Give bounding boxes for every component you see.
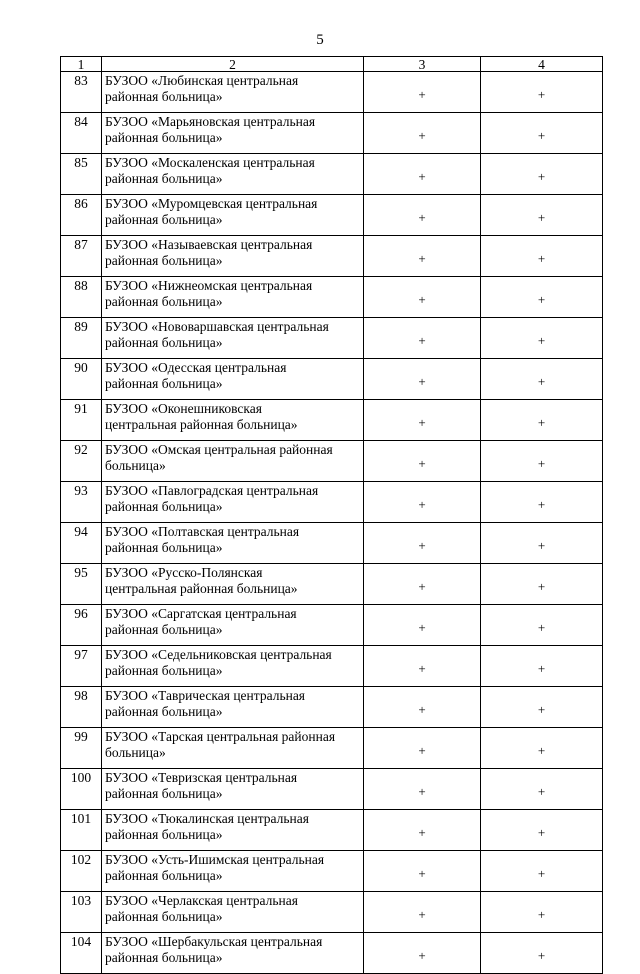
row-number: 84: [61, 113, 102, 154]
institution-name-line-2: районная больница»: [105, 335, 223, 350]
institution-name-line-2: районная больница»: [105, 171, 223, 186]
institution-name-cell: [102, 728, 364, 769]
column-3-mark: +: [364, 236, 481, 277]
column-3-mark: +: [364, 892, 481, 933]
institution-name-line-1: БУЗОО «Павлоградская центральная: [105, 483, 319, 498]
institution-name-line-1: БУЗОО «Полтавская центральная: [105, 524, 300, 539]
institution-name-line-2: центральная районная больница»: [105, 417, 298, 432]
institution-name-line-2: районная больница»: [105, 253, 223, 268]
row-number: 92: [61, 441, 102, 482]
institution-name-line-2: районная больница»: [105, 704, 223, 719]
institution-name-line-1: БУЗОО «Саргатская центральная: [105, 606, 297, 621]
institution-name-line-1: БУЗОО «Тарская центральная районная: [105, 729, 336, 744]
table-row: [61, 359, 603, 400]
column-4-mark: +: [481, 359, 603, 400]
column-3-mark: +: [364, 482, 481, 523]
table-row: [61, 892, 603, 933]
institution-name-line-2: районная больница»: [105, 663, 223, 678]
row-number: 85: [61, 154, 102, 195]
row-number: 89: [61, 318, 102, 359]
institution-name-cell: [102, 359, 364, 400]
institution-name-line-2: районная больница»: [105, 909, 223, 924]
table-row: [61, 400, 603, 441]
table-row: [61, 605, 603, 646]
institution-name-line-1: БУЗОО «Любинская центральная: [105, 73, 299, 88]
row-number: 83: [61, 72, 102, 113]
institution-name-line-1: БУЗОО «Марьяновская центральная: [105, 114, 316, 129]
header-col-4: 4: [481, 57, 603, 72]
row-number: 91: [61, 400, 102, 441]
row-number: 93: [61, 482, 102, 523]
institution-name-cell: [102, 154, 364, 195]
column-3-mark: +: [364, 277, 481, 318]
table-row: [61, 113, 603, 154]
header-row: [61, 57, 603, 72]
column-4-mark: +: [481, 605, 603, 646]
column-3-mark: +: [364, 195, 481, 236]
table-row: [61, 769, 603, 810]
institution-name-line-2: районная больница»: [105, 950, 223, 965]
table-row: [61, 195, 603, 236]
institution-name-cell: [102, 482, 364, 523]
institution-name-line-1: БУЗОО «Омская центральная районная: [105, 442, 333, 457]
institution-name-line-2: районная больница»: [105, 294, 223, 309]
table-row: [61, 564, 603, 605]
institution-name-cell: [102, 933, 364, 974]
row-number: 96: [61, 605, 102, 646]
row-number: 99: [61, 728, 102, 769]
institution-name-cell: [102, 605, 364, 646]
institution-name-line-1: БУЗОО «Нижнеомская центральная: [105, 278, 313, 293]
column-3-mark: +: [364, 72, 481, 113]
table-row: [61, 318, 603, 359]
institution-name-line-1: БУЗОО «Москаленская центральная: [105, 155, 315, 170]
institution-name-cell: [102, 318, 364, 359]
table-row: [61, 441, 603, 482]
institution-name-line-2: районная больница»: [105, 786, 223, 801]
column-4-mark: +: [481, 687, 603, 728]
column-3-mark: +: [364, 769, 481, 810]
hospital-table: [60, 56, 603, 974]
row-number: 97: [61, 646, 102, 687]
institution-name-line-1: БУЗОО «Черлакская центральная: [105, 893, 298, 908]
institution-name-line-2: районная больница»: [105, 827, 223, 842]
row-number: 98: [61, 687, 102, 728]
institution-name-line-1: БУЗОО «Называевская центральная: [105, 237, 313, 252]
institution-name-cell: [102, 892, 364, 933]
column-4-mark: +: [481, 277, 603, 318]
table-row: [61, 728, 603, 769]
row-number: 100: [61, 769, 102, 810]
table-row: [61, 646, 603, 687]
page-number: 5: [316, 32, 324, 48]
column-3-mark: +: [364, 113, 481, 154]
column-3-mark: +: [364, 851, 481, 892]
column-3-mark: +: [364, 810, 481, 851]
column-3-mark: +: [364, 400, 481, 441]
institution-name-line-1: БУЗОО «Тевризская центральная: [105, 770, 298, 785]
column-4-mark: +: [481, 113, 603, 154]
institution-name-line-2: центральная районная больница»: [105, 581, 298, 596]
institution-name-line-1: БУЗОО «Усть-Ишимская центральная: [105, 852, 325, 867]
institution-name-line-2: районная больница»: [105, 89, 223, 104]
column-4-mark: +: [481, 195, 603, 236]
row-number: 86: [61, 195, 102, 236]
institution-name-cell: [102, 687, 364, 728]
column-3-mark: +: [364, 564, 481, 605]
institution-name-line-1: БУЗОО «Оконешниковская: [105, 401, 262, 416]
column-4-mark: +: [481, 728, 603, 769]
institution-name-line-2: районная больница»: [105, 376, 223, 391]
institution-name-line-1: БУЗОО «Тюкалинская центральная: [105, 811, 309, 826]
column-3-mark: +: [364, 728, 481, 769]
column-4-mark: +: [481, 810, 603, 851]
table-row: [61, 523, 603, 564]
header-col-1: 1: [61, 57, 102, 72]
institution-name-cell: [102, 810, 364, 851]
institution-name-line-1: БУЗОО «Седельниковская центральная: [105, 647, 332, 662]
column-4-mark: +: [481, 400, 603, 441]
column-4-mark: +: [481, 892, 603, 933]
table-row: [61, 933, 603, 974]
institution-name-cell: [102, 523, 364, 564]
column-4-mark: +: [481, 851, 603, 892]
row-number: 90: [61, 359, 102, 400]
column-4-mark: +: [481, 933, 603, 974]
institution-name-cell: [102, 400, 364, 441]
column-4-mark: +: [481, 236, 603, 277]
column-3-mark: +: [364, 687, 481, 728]
column-3-mark: +: [364, 359, 481, 400]
row-number: 104: [61, 933, 102, 974]
institution-name-line-1: БУЗОО «Таврическая центральная: [105, 688, 306, 703]
row-number: 87: [61, 236, 102, 277]
institution-name-cell: [102, 236, 364, 277]
institution-name-line-2: районная больница»: [105, 212, 223, 227]
column-3-mark: +: [364, 933, 481, 974]
row-number: 102: [61, 851, 102, 892]
column-4-mark: +: [481, 318, 603, 359]
table-row: [61, 154, 603, 195]
column-3-mark: +: [364, 646, 481, 687]
institution-name-line-2: районная больница»: [105, 540, 223, 555]
column-3-mark: +: [364, 318, 481, 359]
institution-name-cell: [102, 769, 364, 810]
column-4-mark: +: [481, 646, 603, 687]
row-number: 101: [61, 810, 102, 851]
institution-name-line-1: БУЗОО «Муромцевская центральная: [105, 196, 318, 211]
row-number: 95: [61, 564, 102, 605]
institution-name-cell: [102, 851, 364, 892]
institution-name-cell: [102, 195, 364, 236]
institution-name-line-1: БУЗОО «Шербакульская центральная: [105, 934, 323, 949]
institution-name-line-2: больница»: [105, 745, 166, 760]
institution-name-line-2: районная больница»: [105, 499, 223, 514]
table-body: [61, 72, 603, 974]
column-3-mark: +: [364, 441, 481, 482]
column-4-mark: +: [481, 769, 603, 810]
header-col-3: 3: [364, 57, 481, 72]
column-4-mark: +: [481, 72, 603, 113]
table-row: [61, 810, 603, 851]
table-row: [61, 277, 603, 318]
table-row: [61, 482, 603, 523]
header-col-2: 2: [102, 57, 364, 72]
institution-name-line-1: БУЗОО «Одесская центральная: [105, 360, 287, 375]
table-row: [61, 72, 603, 113]
institution-name-cell: [102, 72, 364, 113]
institution-name-line-2: районная больница»: [105, 622, 223, 637]
institution-name-cell: [102, 277, 364, 318]
column-4-mark: +: [481, 154, 603, 195]
column-3-mark: +: [364, 523, 481, 564]
institution-name-line-2: районная больница»: [105, 868, 223, 883]
row-number: 88: [61, 277, 102, 318]
column-4-mark: +: [481, 564, 603, 605]
column-4-mark: +: [481, 482, 603, 523]
institution-name-cell: [102, 646, 364, 687]
institution-name-line-1: БУЗОО «Русско-Полянская: [105, 565, 263, 580]
table-row: [61, 236, 603, 277]
institution-name-line-2: больница»: [105, 458, 166, 473]
table-row: [61, 851, 603, 892]
column-3-mark: +: [364, 154, 481, 195]
institution-name-cell: [102, 564, 364, 605]
institution-name-line-1: БУЗОО «Нововаршавская центральная: [105, 319, 329, 334]
column-3-mark: +: [364, 605, 481, 646]
table-header: [61, 57, 603, 72]
institution-name-line-2: районная больница»: [105, 130, 223, 145]
row-number: 94: [61, 523, 102, 564]
column-4-mark: +: [481, 523, 603, 564]
column-4-mark: +: [481, 441, 603, 482]
institution-name-cell: [102, 113, 364, 154]
table-row: [61, 687, 603, 728]
row-number: 103: [61, 892, 102, 933]
institution-name-cell: [102, 441, 364, 482]
